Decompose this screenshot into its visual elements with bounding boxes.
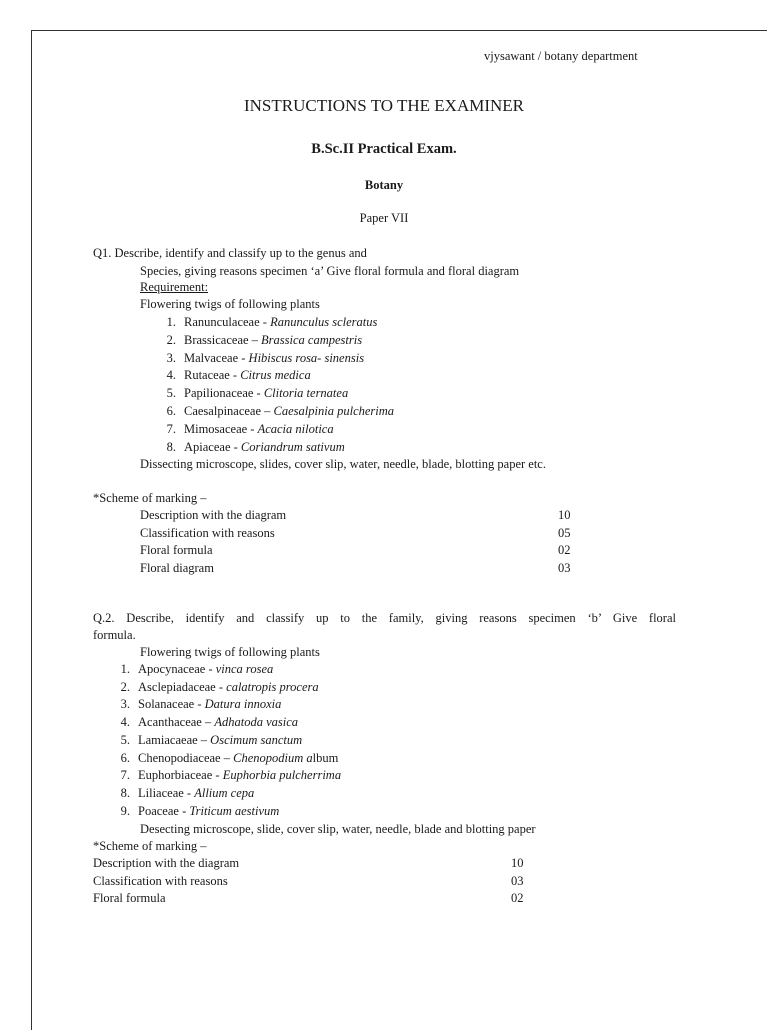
- scheme-item: Floral formula: [140, 543, 213, 557]
- list-item: [108, 732, 302, 748]
- q2-scheme-label: *Scheme of marking –: [93, 839, 207, 853]
- family-name: Poaceae -: [138, 803, 190, 818]
- q1-requirement-label: Requirement:: [140, 280, 209, 294]
- q2-materials: Desecting microscope, slide, cover slip, water, needle, blade and blotting paper: [140, 822, 536, 836]
- species-name: Euphorbia pulcherrima: [222, 768, 342, 783]
- list-item: [108, 803, 279, 819]
- species-name: Adhatoda vasica: [214, 715, 299, 730]
- family-name: Asclepiadaceae -: [138, 679, 227, 694]
- species-name: Allium cepa: [194, 785, 255, 800]
- list-number: 5.: [120, 732, 130, 747]
- species-name: Datura innoxia: [204, 697, 282, 712]
- scheme-item: Floral formula: [93, 891, 166, 905]
- exam-title: B.Sc.II Practical Exam.: [311, 141, 457, 157]
- species-name: Triticum aestivum: [189, 803, 280, 818]
- family-name: Acanthaceae –: [138, 715, 215, 730]
- list-number: 6.: [166, 404, 176, 418]
- list-number: 2.: [120, 679, 130, 694]
- list-item: [154, 314, 377, 330]
- list-number: 4.: [120, 715, 130, 730]
- list-number: 6.: [120, 750, 130, 765]
- species-name: Hibiscus rosa- sinensis: [248, 350, 365, 365]
- list-number: 8.: [120, 785, 130, 800]
- header-note: vjysawant / botany department: [484, 49, 638, 63]
- list-item: [154, 350, 364, 366]
- species-name: Chenopodium a: [233, 750, 313, 765]
- q1-line2: Species, giving reasons specimen ‘a’ Give floral formula and floral diagram: [140, 264, 520, 278]
- family-name: Euphorbiaceae -: [138, 768, 223, 783]
- list-item: [108, 679, 319, 695]
- species-name: Ranunculus scleratus: [270, 315, 378, 329]
- list-number: 7.: [166, 421, 176, 436]
- family-name: Liliaceae -: [138, 785, 195, 800]
- q1-scheme-label: *Scheme of marking –: [93, 491, 207, 505]
- species-name: Caesalpinia pulcherima: [273, 404, 395, 418]
- species-name: Citrus medica: [240, 368, 311, 383]
- list-number: 5.: [166, 386, 176, 401]
- list-item: [154, 403, 394, 419]
- family-name: Rutaceae -: [184, 368, 241, 383]
- scheme-marks: 03: [511, 873, 524, 888]
- family-name: Papilionaceae -: [184, 386, 264, 401]
- list-number: 1.: [120, 662, 130, 676]
- family-name: Brassicaceae –: [184, 332, 262, 347]
- list-item: [108, 767, 341, 783]
- scheme-item: Description with the diagram: [140, 508, 287, 522]
- q1-materials: Dissecting microscope, slides, cover slip, water, needle, blade, blotting paper etc.: [140, 457, 546, 471]
- scheme-marks: 03: [558, 560, 571, 575]
- species-name: Clitoria ternatea: [263, 386, 349, 401]
- list-item: [108, 714, 298, 730]
- species-name: vinca rosea: [215, 662, 274, 676]
- scheme-item: Description with the diagram: [93, 856, 240, 870]
- list-number: 7.: [120, 768, 130, 783]
- scheme-marks: 10: [558, 508, 571, 522]
- list-number: 9.: [120, 803, 130, 818]
- list-number: 2.: [166, 332, 176, 347]
- family-name: Apiaceae -: [184, 439, 241, 454]
- family-name: Chenopodiaceae –: [138, 750, 234, 765]
- list-item: [108, 661, 273, 677]
- species-name: Acacia nilotica: [257, 421, 334, 436]
- scheme-marks: 02: [511, 891, 524, 905]
- list-number: 1.: [166, 315, 176, 329]
- list-item: [108, 750, 338, 766]
- scheme-marks: 02: [558, 543, 571, 557]
- species-tail: lbum: [312, 750, 339, 765]
- list-item: [154, 421, 334, 437]
- scheme-item: Floral diagram: [140, 560, 214, 575]
- list-item: [154, 367, 311, 383]
- list-item: [154, 439, 345, 455]
- list-number: 8.: [166, 439, 176, 454]
- scheme-item: Classification with reasons: [93, 873, 228, 888]
- list-item: [108, 785, 254, 801]
- family-name: Caesalpinaceae –: [184, 404, 274, 418]
- q2-line2: formula.: [93, 628, 136, 642]
- family-name: Solanaceae -: [138, 697, 205, 712]
- list-item: [154, 385, 348, 401]
- q1-line1: Q1. Describe, identify and classify up to the genus and: [93, 246, 367, 260]
- subject-title: Botany: [364, 178, 404, 192]
- family-name: Mimosaceae -: [184, 421, 258, 436]
- species-name: calatropis procera: [226, 679, 319, 694]
- family-name: Malvaceae -: [184, 350, 249, 365]
- q2-line1: Q.2. Describe, identify and classify up to the family, giving reasons specimen ‘b’ Give floral: [93, 611, 676, 625]
- species-name: Coriandrum sativum: [240, 439, 345, 454]
- list-number: 3.: [120, 697, 130, 712]
- scheme-marks: 05: [558, 525, 571, 540]
- family-name: Lamiacaeae –: [138, 732, 211, 747]
- species-name: Brassica campestris: [261, 332, 363, 347]
- list-number: 4.: [166, 368, 176, 383]
- document-title: INSTRUCTIONS TO THE EXAMINER: [243, 96, 525, 115]
- scheme-item: Classification with reasons: [140, 525, 275, 540]
- paper-title: Paper VII: [359, 211, 409, 225]
- q1-plants-intro: Flowering twigs of following plants: [140, 297, 320, 311]
- list-item: [108, 696, 281, 712]
- family-name: Ranunculaceae -: [184, 315, 271, 329]
- species-name: Oscimum sanctum: [210, 732, 303, 747]
- list-item: [154, 332, 362, 348]
- scheme-marks: 10: [511, 856, 524, 870]
- q2-plants-intro: Flowering twigs of following plants: [140, 645, 320, 659]
- family-name: Apocynaceae -: [138, 662, 216, 676]
- list-number: 3.: [166, 350, 176, 365]
